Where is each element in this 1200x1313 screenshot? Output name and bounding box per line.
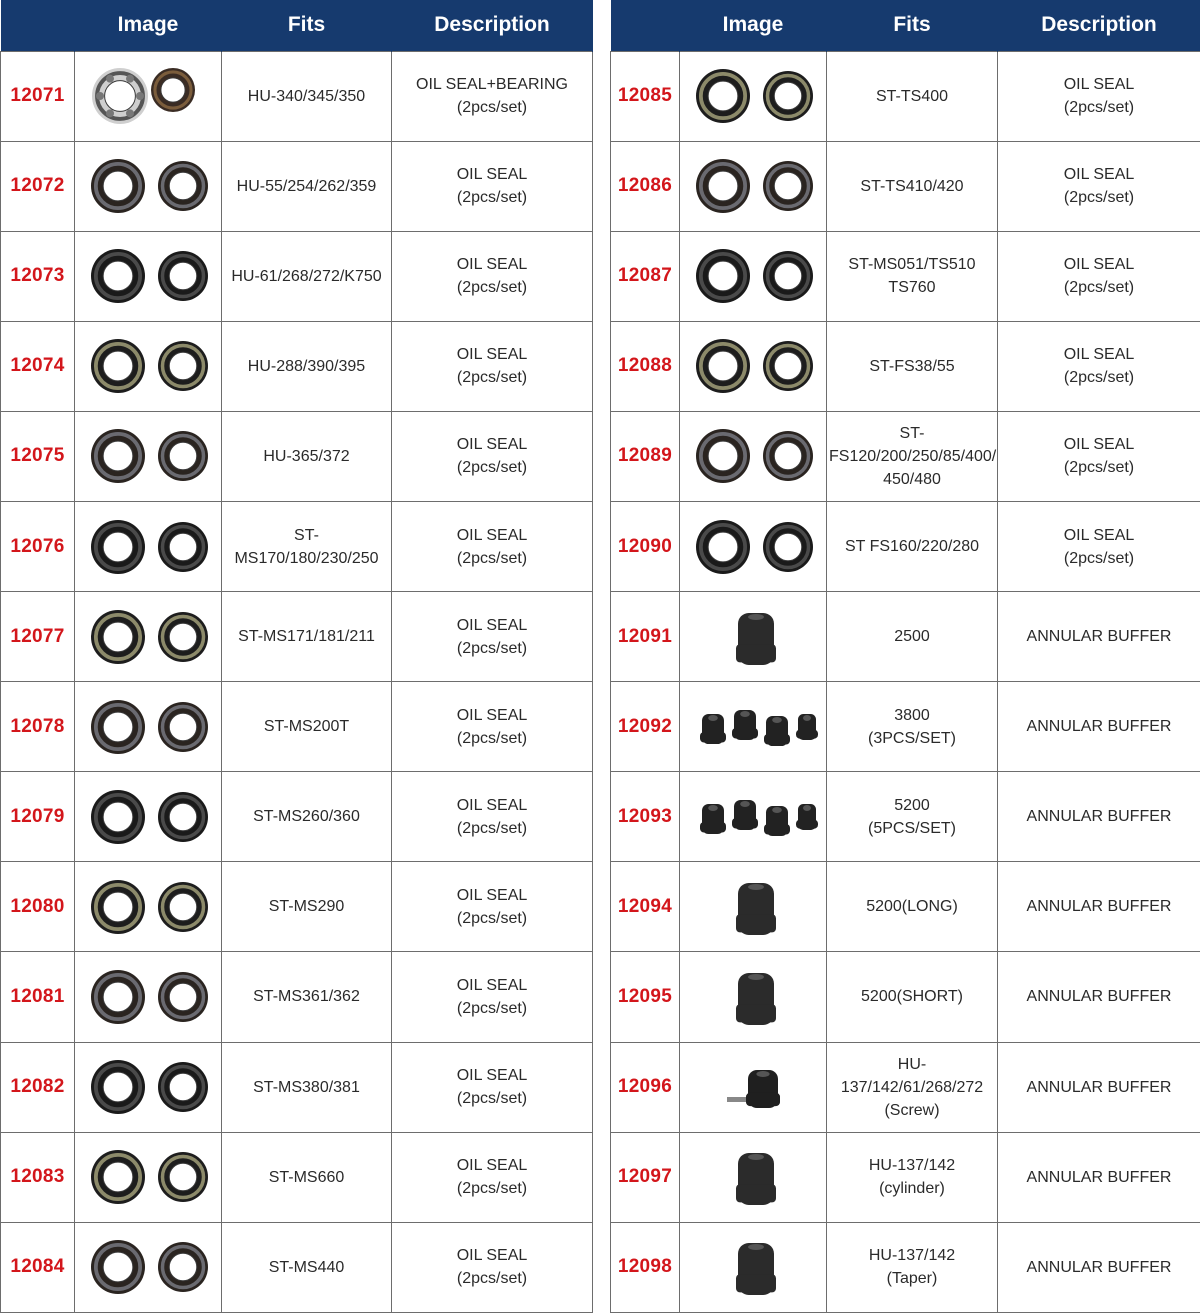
- oil-seal-pair-icon: [78, 1043, 218, 1131]
- part-image-cell: [75, 51, 222, 141]
- part-description: [998, 501, 1200, 591]
- fits-line: HU-55/254/262/359: [236, 177, 377, 195]
- part-image-cell: [75, 411, 222, 501]
- part-image-cell: [680, 321, 827, 411]
- fits-line: ST-MS171/181/211: [238, 628, 375, 646]
- fits-line: (3PCS/SET): [867, 729, 956, 747]
- part-image-cell: [680, 501, 827, 591]
- table-row: [1, 321, 593, 411]
- part-fits: [222, 592, 392, 682]
- part-code: 12073: [1, 231, 75, 321]
- right-parts-panel: [610, 0, 1200, 1313]
- description-line: OIL SEAL: [1063, 256, 1135, 274]
- part-image-cell: [680, 231, 827, 321]
- annular-buffer-set-icon: [683, 683, 823, 771]
- part-code: 12091: [611, 592, 680, 682]
- description-line: ANNULAR BUFFER: [1026, 808, 1172, 826]
- part-description: [998, 1132, 1200, 1222]
- part-code: 12076: [1, 501, 75, 591]
- oil-seal-pair-icon: [683, 412, 823, 500]
- part-code: 12094: [611, 862, 680, 952]
- part-fits: [222, 1042, 392, 1132]
- part-code: 12080: [1, 862, 75, 952]
- table-row: [1, 592, 593, 682]
- part-description: [998, 51, 1200, 141]
- oil-seal-pair-icon: [78, 593, 218, 681]
- part-description: [392, 411, 593, 501]
- seal-bearing-icon: [78, 52, 218, 140]
- description-line: OIL SEAL: [456, 1157, 528, 1175]
- part-description: [392, 592, 593, 682]
- description-line: ANNULAR BUFFER: [1026, 988, 1172, 1006]
- part-code: 12098: [611, 1222, 680, 1312]
- part-image-cell: [680, 772, 827, 862]
- left-parts-panel: [0, 0, 592, 1313]
- part-code: 12087: [611, 231, 680, 321]
- description-line: OIL SEAL+BEARING: [416, 76, 568, 94]
- part-image-cell: [75, 682, 222, 772]
- description-line: OIL SEAL: [456, 616, 528, 634]
- part-image-cell: [75, 321, 222, 411]
- description-line: (2pcs/set): [456, 99, 528, 117]
- part-image-cell: [680, 51, 827, 141]
- table-row: [611, 1222, 1200, 1312]
- table-row: [611, 1042, 1200, 1132]
- table-row: [1, 682, 593, 772]
- part-image-cell: [680, 411, 827, 501]
- part-description: [998, 231, 1200, 321]
- table-row: [1, 1042, 593, 1132]
- annular-buffer-icon: [683, 863, 823, 951]
- description-line: ANNULAR BUFFER: [1026, 1168, 1172, 1186]
- part-fits: [827, 51, 998, 141]
- part-fits: [827, 231, 998, 321]
- table-row: [1, 1132, 593, 1222]
- table-row: [1, 862, 593, 952]
- table-row: [1, 231, 593, 321]
- part-description: [998, 411, 1200, 501]
- part-code: 12078: [1, 682, 75, 772]
- part-code: 12089: [611, 411, 680, 501]
- fits-line: HU-288/390/395: [247, 357, 366, 375]
- table-row: [611, 141, 1200, 231]
- table-row: [1, 1222, 593, 1312]
- annular-buffer-icon: [683, 1223, 823, 1311]
- part-image-cell: [75, 1222, 222, 1312]
- fits-line: (5PCS/SET): [867, 819, 956, 837]
- part-fits: [222, 772, 392, 862]
- fits-column-header: Fits: [222, 0, 392, 51]
- table-header-row: [611, 0, 1200, 51]
- table-row: [611, 231, 1200, 321]
- description-line: OIL SEAL: [456, 526, 528, 544]
- description-line: (2pcs/set): [456, 1180, 528, 1198]
- part-fits: [827, 141, 998, 231]
- fits-line: 450/480: [883, 470, 941, 488]
- oil-seal-pair-icon: [683, 232, 823, 320]
- part-description: [998, 592, 1200, 682]
- part-fits: [827, 501, 998, 591]
- part-description: [998, 682, 1200, 772]
- fits-line: (Screw): [884, 1101, 940, 1119]
- description-line: OIL SEAL: [1063, 76, 1135, 94]
- fits-line: ST-MS660: [268, 1168, 345, 1186]
- fits-line: ST-FS38/55: [869, 357, 955, 375]
- oil-seal-pair-icon: [78, 232, 218, 320]
- part-description: [998, 321, 1200, 411]
- annular-buffer-icon: [683, 593, 823, 681]
- description-line: OIL SEAL: [456, 886, 528, 904]
- description-line: OIL SEAL: [456, 976, 528, 994]
- fits-line: ST-MS051/TS510: [848, 256, 976, 274]
- part-code: 12086: [611, 141, 680, 231]
- fits-line: ST-MS440: [268, 1258, 345, 1276]
- annular-buffer-icon: [683, 1133, 823, 1221]
- part-image-cell: [680, 1042, 827, 1132]
- part-code: 12081: [1, 952, 75, 1042]
- part-image-cell: [75, 862, 222, 952]
- fits-line: 3800: [894, 706, 930, 724]
- left-parts-table: [0, 0, 593, 1313]
- description-line: OIL SEAL: [456, 166, 528, 184]
- part-code: 12072: [1, 141, 75, 231]
- part-fits: [222, 321, 392, 411]
- description-line: (2pcs/set): [456, 1270, 528, 1288]
- part-image-cell: [75, 592, 222, 682]
- fits-line: (cylinder): [879, 1180, 945, 1198]
- part-image-cell: [680, 1132, 827, 1222]
- part-image-cell: [75, 952, 222, 1042]
- fits-line: ST FS160/220/280: [844, 538, 980, 556]
- description-column-header: Description: [392, 0, 593, 51]
- part-description: [392, 1222, 593, 1312]
- image-column-header: Image: [75, 0, 222, 51]
- part-description: [392, 1042, 593, 1132]
- part-fits: [827, 862, 998, 952]
- table-row: [1, 772, 593, 862]
- part-description: [998, 1042, 1200, 1132]
- part-image-cell: [75, 772, 222, 862]
- description-line: (2pcs/set): [1063, 279, 1135, 297]
- fits-line: (Taper): [886, 1270, 938, 1288]
- oil-seal-pair-icon: [78, 683, 218, 771]
- image-column-header: Image: [680, 0, 827, 51]
- code-column-header: [611, 0, 680, 51]
- description-line: ANNULAR BUFFER: [1026, 898, 1172, 916]
- part-image-cell: [75, 1042, 222, 1132]
- fits-line: ST-TS400: [875, 87, 949, 105]
- fits-line: ST-MS200T: [263, 718, 350, 736]
- part-code: 12077: [1, 592, 75, 682]
- part-fits: [222, 862, 392, 952]
- description-line: OIL SEAL: [456, 1067, 528, 1085]
- fits-line: 5200(LONG): [866, 898, 958, 916]
- description-line: OIL SEAL: [456, 1247, 528, 1265]
- description-line: (2pcs/set): [1063, 549, 1135, 567]
- description-line: OIL SEAL: [456, 706, 528, 724]
- table-row: [1, 141, 593, 231]
- description-line: (2pcs/set): [456, 909, 528, 927]
- table-row: [1, 952, 593, 1042]
- oil-seal-pair-icon: [78, 953, 218, 1041]
- description-line: ANNULAR BUFFER: [1026, 628, 1172, 646]
- oil-seal-pair-icon: [78, 503, 218, 591]
- part-code: 12079: [1, 772, 75, 862]
- description-line: (2pcs/set): [1063, 459, 1135, 477]
- fits-line: HU-137/142: [868, 1157, 956, 1175]
- fits-line: FS120/200/250/85/400/: [829, 447, 997, 465]
- description-line: ANNULAR BUFFER: [1026, 718, 1172, 736]
- fits-line: 5200: [894, 796, 930, 814]
- part-code: 12084: [1, 1222, 75, 1312]
- description-line: OIL SEAL: [1063, 166, 1135, 184]
- part-image-cell: [75, 501, 222, 591]
- oil-seal-pair-icon: [683, 142, 823, 230]
- oil-seal-pair-icon: [78, 1133, 218, 1221]
- part-code: 12074: [1, 321, 75, 411]
- description-line: OIL SEAL: [456, 796, 528, 814]
- part-description: [392, 1132, 593, 1222]
- part-fits: [222, 231, 392, 321]
- fits-column-header: Fits: [827, 0, 998, 51]
- description-line: (2pcs/set): [1063, 369, 1135, 387]
- description-line: OIL SEAL: [1063, 346, 1135, 364]
- description-line: (2pcs/set): [456, 819, 528, 837]
- code-column-header: [1, 0, 75, 51]
- fits-line: ST-TS410/420: [860, 177, 964, 195]
- oil-seal-pair-icon: [683, 52, 823, 140]
- fits-line: HU-61/268/272/K750: [231, 267, 382, 285]
- oil-seal-pair-icon: [78, 142, 218, 230]
- table-row: [1, 501, 593, 591]
- description-column-header: Description: [998, 0, 1200, 51]
- oil-seal-pair-icon: [78, 412, 218, 500]
- description-line: (2pcs/set): [456, 279, 528, 297]
- description-line: OIL SEAL: [456, 436, 528, 454]
- part-code: 12092: [611, 682, 680, 772]
- fits-line: ST-MS290: [268, 898, 345, 916]
- part-fits: [827, 1042, 998, 1132]
- table-row: [611, 862, 1200, 952]
- fits-line: HU-137/142/61/268/272: [840, 1055, 984, 1096]
- part-description: [998, 141, 1200, 231]
- fits-line: TS760: [888, 279, 936, 297]
- part-fits: [827, 411, 998, 501]
- table-row: [611, 411, 1200, 501]
- description-line: (2pcs/set): [456, 369, 528, 387]
- description-line: OIL SEAL: [1063, 526, 1135, 544]
- description-line: ANNULAR BUFFER: [1026, 1078, 1172, 1096]
- part-description: [392, 501, 593, 591]
- part-fits: [222, 501, 392, 591]
- annular-buffer-screw-icon: [683, 1043, 823, 1131]
- part-description: [392, 952, 593, 1042]
- part-description: [392, 231, 593, 321]
- part-fits: [827, 952, 998, 1042]
- table-row: [611, 952, 1200, 1042]
- table-header-row: [1, 0, 593, 51]
- fits-line: HU-365/372: [263, 447, 350, 465]
- part-code: 12071: [1, 51, 75, 141]
- description-line: (2pcs/set): [456, 999, 528, 1017]
- table-row: [611, 592, 1200, 682]
- description-line: (2pcs/set): [456, 459, 528, 477]
- part-image-cell: [680, 592, 827, 682]
- part-code: 12096: [611, 1042, 680, 1132]
- table-row: [611, 1132, 1200, 1222]
- fits-line: ST-MS260/360: [253, 808, 360, 826]
- description-line: (2pcs/set): [1063, 189, 1135, 207]
- description-line: (2pcs/set): [456, 1090, 528, 1108]
- table-row: [611, 51, 1200, 141]
- part-fits: [827, 1132, 998, 1222]
- part-code: 12097: [611, 1132, 680, 1222]
- annular-buffer-icon: [683, 953, 823, 1041]
- part-fits: [222, 411, 392, 501]
- part-code: 12088: [611, 321, 680, 411]
- annular-buffer-set-icon: [683, 773, 823, 861]
- part-fits: [222, 141, 392, 231]
- table-row: [611, 501, 1200, 591]
- table-row: [611, 772, 1200, 862]
- oil-seal-pair-icon: [78, 863, 218, 951]
- part-code: 12082: [1, 1042, 75, 1132]
- part-fits: [222, 682, 392, 772]
- part-fits: [222, 952, 392, 1042]
- oil-seal-pair-icon: [683, 503, 823, 591]
- table-row: [1, 51, 593, 141]
- fits-line: ST-: [899, 424, 925, 442]
- part-fits: [222, 1222, 392, 1312]
- description-line: OIL SEAL: [456, 346, 528, 364]
- part-fits: [222, 1132, 392, 1222]
- part-image-cell: [75, 1132, 222, 1222]
- part-fits: [827, 1222, 998, 1312]
- part-description: [392, 682, 593, 772]
- fits-line: 2500: [894, 628, 930, 646]
- fits-line: 5200(SHORT): [861, 988, 963, 1006]
- part-code: 12075: [1, 411, 75, 501]
- part-description: [392, 862, 593, 952]
- fits-line: HU-137/142: [868, 1247, 956, 1265]
- oil-seal-pair-icon: [78, 773, 218, 861]
- part-description: [392, 772, 593, 862]
- part-fits: [827, 321, 998, 411]
- part-description: [998, 952, 1200, 1042]
- part-code: 12095: [611, 952, 680, 1042]
- description-line: (2pcs/set): [1063, 99, 1135, 117]
- fits-line: ST-MS361/362: [253, 988, 360, 1006]
- part-image-cell: [680, 682, 827, 772]
- part-description: [998, 1222, 1200, 1312]
- part-description: [392, 321, 593, 411]
- oil-seal-pair-icon: [683, 322, 823, 410]
- part-image-cell: [75, 141, 222, 231]
- description-line: (2pcs/set): [456, 729, 528, 747]
- fits-line: ST-MS380/381: [253, 1078, 360, 1096]
- part-code: 12093: [611, 772, 680, 862]
- part-code: 12090: [611, 501, 680, 591]
- part-code: 12085: [611, 51, 680, 141]
- part-fits: [827, 592, 998, 682]
- part-description: [392, 51, 593, 141]
- part-image-cell: [680, 862, 827, 952]
- part-description: [998, 862, 1200, 952]
- description-line: OIL SEAL: [1063, 436, 1135, 454]
- description-line: ANNULAR BUFFER: [1026, 1258, 1172, 1276]
- part-image-cell: [680, 1222, 827, 1312]
- part-image-cell: [75, 231, 222, 321]
- description-line: (2pcs/set): [456, 189, 528, 207]
- description-line: (2pcs/set): [456, 549, 528, 567]
- part-code: 12083: [1, 1132, 75, 1222]
- oil-seal-pair-icon: [78, 1223, 218, 1311]
- fits-line: HU-340/345/350: [247, 87, 366, 105]
- part-fits: [827, 682, 998, 772]
- table-row: [611, 682, 1200, 772]
- part-description: [998, 772, 1200, 862]
- table-row: [1, 411, 593, 501]
- oil-seal-pair-icon: [78, 322, 218, 410]
- part-fits: [827, 772, 998, 862]
- description-line: OIL SEAL: [456, 256, 528, 274]
- part-image-cell: [680, 141, 827, 231]
- part-description: [392, 141, 593, 231]
- part-image-cell: [680, 952, 827, 1042]
- right-parts-table: [610, 0, 1200, 1313]
- table-row: [611, 321, 1200, 411]
- fits-line: ST-MS170/180/230/250: [234, 526, 379, 567]
- description-line: (2pcs/set): [456, 639, 528, 657]
- part-fits: [222, 51, 392, 141]
